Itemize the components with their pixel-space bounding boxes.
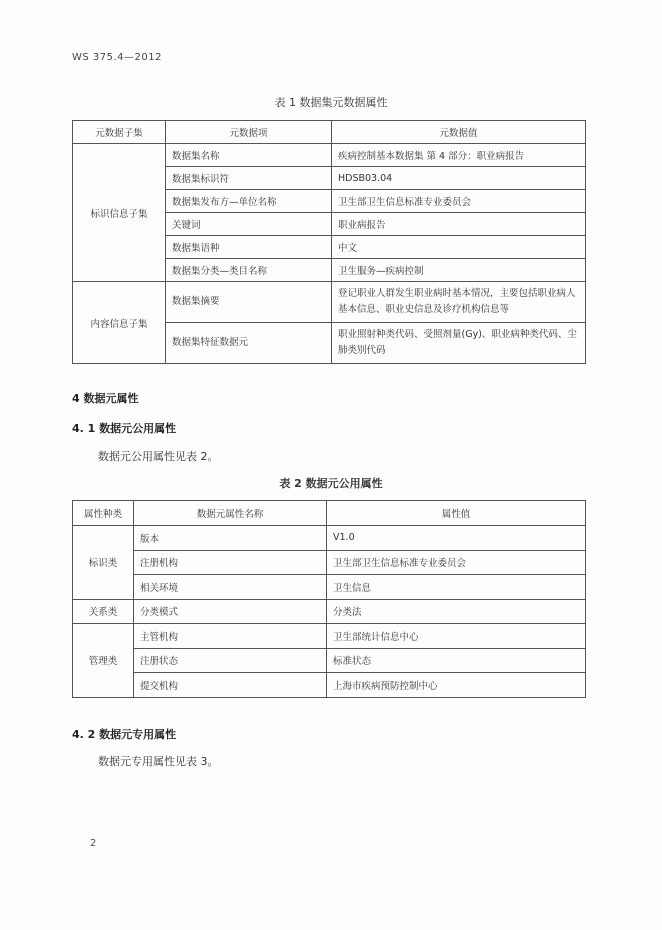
table1-item: 数据集发布方—单位名称 — [166, 190, 332, 213]
table-row — [73, 624, 586, 649]
table-row — [73, 550, 586, 575]
table1-value: 登记职业人群发生职业病时基本情况，主要包括职业病人基本信息、职业史信息及诊疗机构信息等 — [332, 282, 586, 323]
table1-item: 数据集特征数据元 — [166, 323, 332, 364]
table1-value: 卫生服务—疾病控制 — [332, 259, 586, 282]
table2-item: 提交机构 — [134, 673, 327, 698]
table1-header-value: 元数据值 — [332, 121, 586, 144]
section-4-1-paragraph: 数据元公用属性见表 2。 — [98, 450, 219, 463]
table2-value: 卫生信息 — [327, 575, 586, 600]
table2-header-value: 属性值 — [327, 501, 586, 526]
section-4-1-heading: 4. 1 数据元公用属性 — [72, 422, 177, 435]
table2-header-name: 数据元属性名称 — [134, 501, 327, 526]
table1-value: 卫生部卫生信息标准专业委员会 — [332, 190, 586, 213]
table1-caption: 表 1 数据集元数据属性 — [274, 96, 388, 109]
table2-value: 标准状态 — [327, 648, 586, 673]
table1-item: 数据集摘要 — [166, 282, 332, 323]
section-4-2-heading: 4. 2 数据元专用属性 — [72, 728, 177, 741]
table1-value: 疾病控制基本数据集 第 4 部分：职业病报告 — [332, 144, 586, 167]
table2-item: 主管机构 — [134, 624, 327, 649]
table2-header-category: 属性种类 — [73, 501, 134, 526]
table2-item: 分类模式 — [134, 599, 327, 624]
table2-group-name: 关系类 — [73, 599, 134, 624]
table1 — [72, 120, 586, 364]
table2-item: 相关环境 — [134, 575, 327, 600]
table-row — [73, 599, 586, 624]
page-number: 2 — [90, 838, 97, 849]
table2-group-name: 标识类 — [73, 526, 134, 600]
section-4-heading: 4 数据元属性 — [72, 392, 139, 405]
table2-caption: 表 2 数据元公用属性 — [279, 477, 383, 490]
table1-group-name: 标识信息子集 — [73, 144, 166, 282]
table2-item: 注册状态 — [134, 648, 327, 673]
section-4-2-paragraph: 数据元专用属性见表 3。 — [98, 755, 219, 768]
table2-group-name: 管理类 — [73, 624, 134, 698]
table2-value: 分类法 — [327, 599, 586, 624]
table1-value: 职业病报告 — [332, 213, 586, 236]
table2-item: 注册机构 — [134, 550, 327, 575]
table1-item: 数据集标识符 — [166, 167, 332, 190]
table1-header-subset: 元数据子集 — [73, 121, 166, 144]
table-row — [73, 673, 586, 698]
table-row — [73, 526, 586, 551]
table1-group-name: 内容信息子集 — [73, 282, 166, 364]
table1-value: HDSB03.04 — [332, 167, 586, 190]
table1-value: 职业照射种类代码、受照剂量(Gy)、职业病种类代码、尘肺类别代码 — [332, 323, 586, 364]
table2-item: 版本 — [134, 526, 327, 551]
table2-value: V1.0 — [327, 526, 586, 551]
table1-item: 关键词 — [166, 213, 332, 236]
table1-item: 数据集名称 — [166, 144, 332, 167]
table1-header-item: 元数据项 — [166, 121, 332, 144]
table-row — [73, 144, 586, 167]
table2-value: 卫生部卫生信息标准专业委员会 — [327, 550, 586, 575]
table2 — [72, 500, 586, 698]
table2-value: 卫生部统计信息中心 — [327, 624, 586, 649]
table-row — [73, 575, 586, 600]
standard-code: WS 375.4—2012 — [72, 52, 162, 63]
table1-item: 数据集分类—类目名称 — [166, 259, 332, 282]
table-row — [73, 648, 586, 673]
table2-header-row — [73, 501, 586, 526]
table1-value: 中文 — [332, 236, 586, 259]
table2-value: 上海市疾病预防控制中心 — [327, 673, 586, 698]
table-row — [73, 282, 586, 323]
table1-item: 数据集语种 — [166, 236, 332, 259]
table1-header-row — [73, 121, 586, 144]
